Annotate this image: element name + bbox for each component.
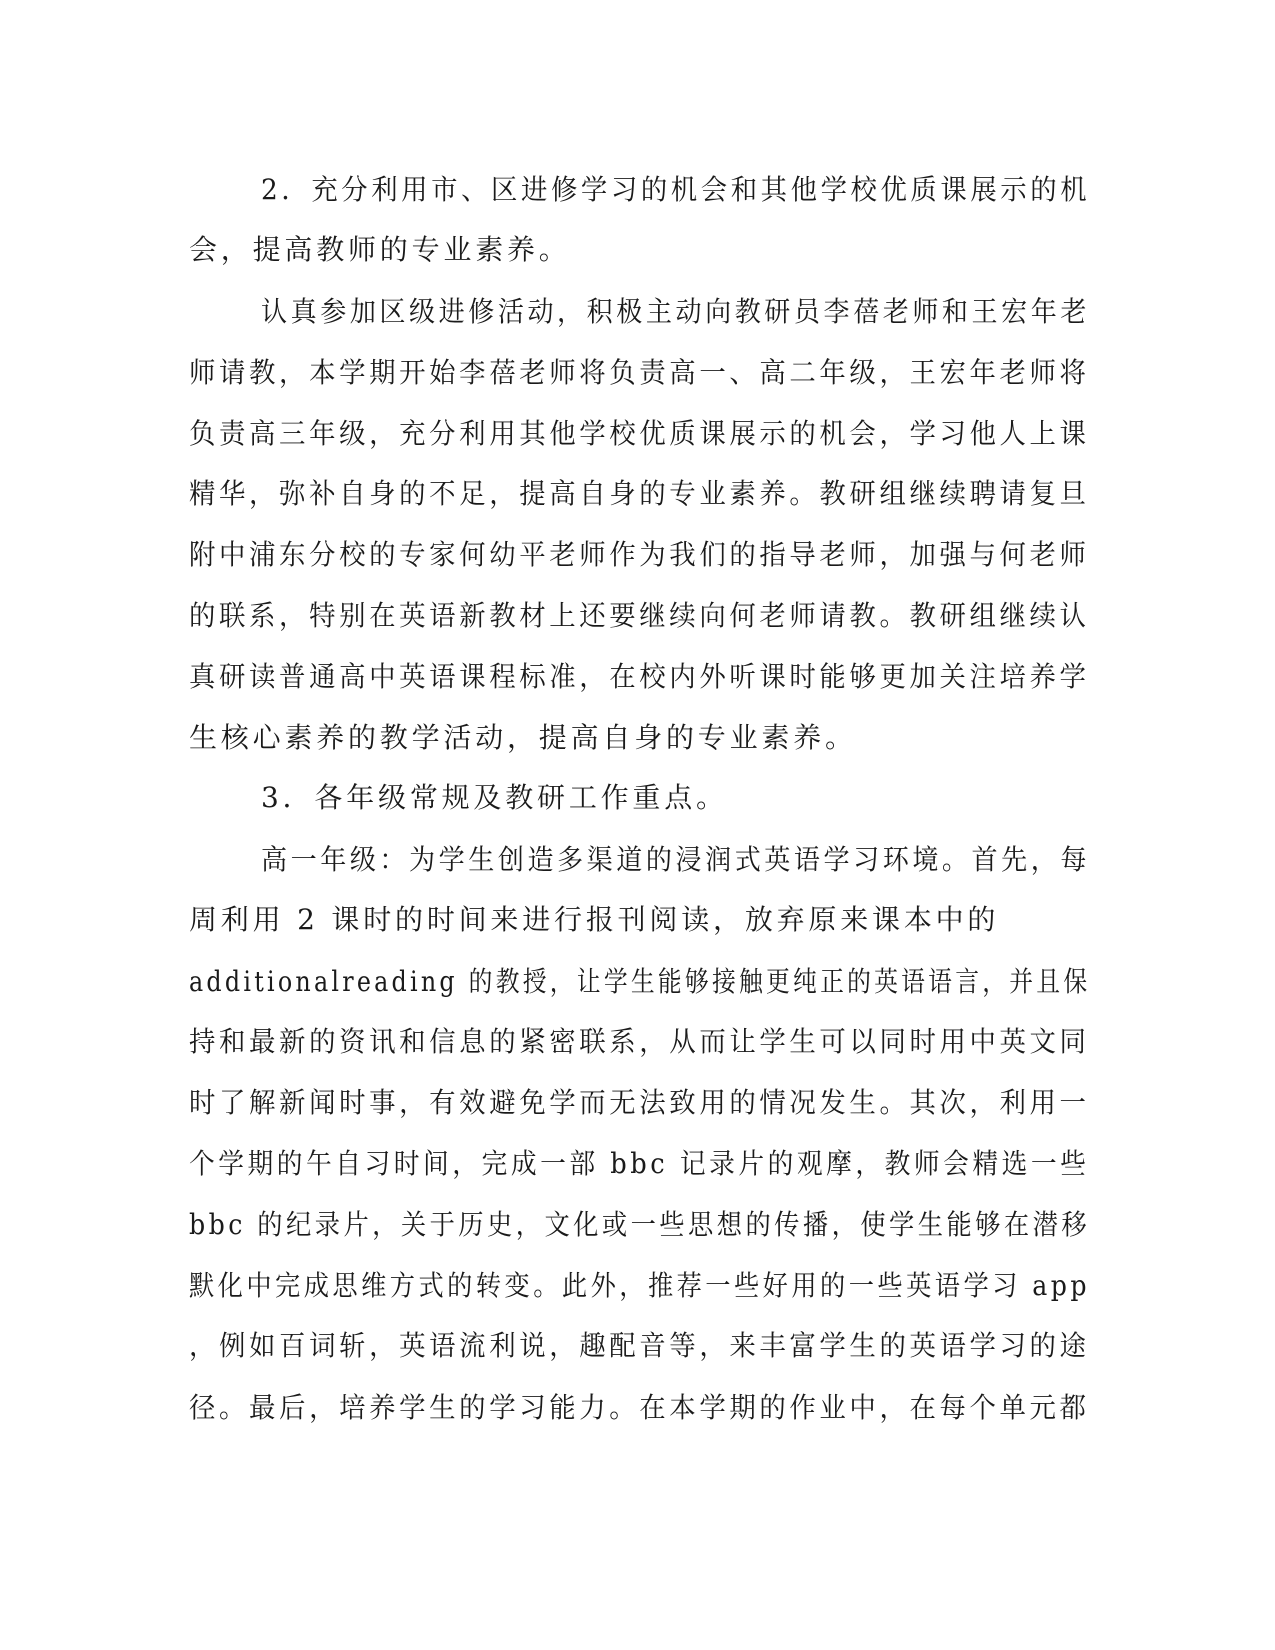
paragraph-line: additionalreading 的教授，让学生能够接触更纯正的英语语言，并且保 — [189, 965, 1091, 998]
paragraph-line: 真研读普通高中英语课程标准，在校内外听课时能够更加关注培养学 — [189, 660, 1090, 693]
paragraph-line: 精华，弥补自身的不足，提高自身的专业素养。教研组继续聘请复旦 — [189, 477, 1090, 510]
paragraph-line: 师请教，本学期开始李蓓老师将负责高一、高二年级，王宏年老师将 — [189, 356, 1090, 389]
paragraph-line: 高一年级：为学生创造多渠道的浸润式英语学习环境。首先，每 — [261, 843, 1090, 876]
paragraph-line: 持和最新的资讯和信息的紧密联系，从而让学生可以同时用中英文同 — [189, 1025, 1090, 1058]
paragraph-line: 2．充分利用市、区进修学习的机会和其他学校优质课展示的机 — [261, 173, 1091, 206]
paragraph-line: 认真参加区级进修活动，积极主动向教研员李蓓老师和王宏年老 — [261, 295, 1090, 328]
paragraph-line: 默化中完成思维方式的转变。此外，推荐一些好用的一些英语学习 app — [189, 1269, 1090, 1302]
paragraph-line: 个学期的午自习时间，完成一部 bbc 记录片的观摩，教师会精选一些 — [189, 1147, 1090, 1180]
paragraph-line: 负责高三年级，充分利用其他学校优质课展示的机会，学习他人上课 — [189, 417, 1090, 450]
paragraph-line: 径。最后，培养学生的学习能力。在本学期的作业中，在每个单元都 — [189, 1391, 1090, 1424]
paragraph-line: 时了解新闻时事，有效避免学而无法致用的情况发生。其次，利用一 — [189, 1086, 1090, 1119]
paragraph-line: 生核心素养的教学活动，提高自身的专业素养。 — [189, 721, 857, 754]
paragraph-line: 会，提高教师的专业素养。 — [189, 233, 571, 266]
section-heading: 3．各年级常规及教研工作重点。 — [261, 781, 728, 814]
paragraph-line: 周利用 2 课时的时间来进行报刊阅读，放弃原来课本中的 — [189, 903, 1000, 936]
paragraph-line: ，例如百词斩，英语流利说，趣配音等，来丰富学生的英语学习的途 — [189, 1329, 1090, 1362]
paragraph-line: 的联系，特别在英语新教材上还要继续向何老师请教。教研组继续认 — [189, 599, 1090, 632]
paragraph-line: bbc 的纪录片，关于历史，文化或一些思想的传播，使学生能够在潜移 — [189, 1208, 1091, 1241]
paragraph-line: 附中浦东分校的专家何幼平老师作为我们的指导老师，加强与何老师 — [189, 538, 1090, 571]
